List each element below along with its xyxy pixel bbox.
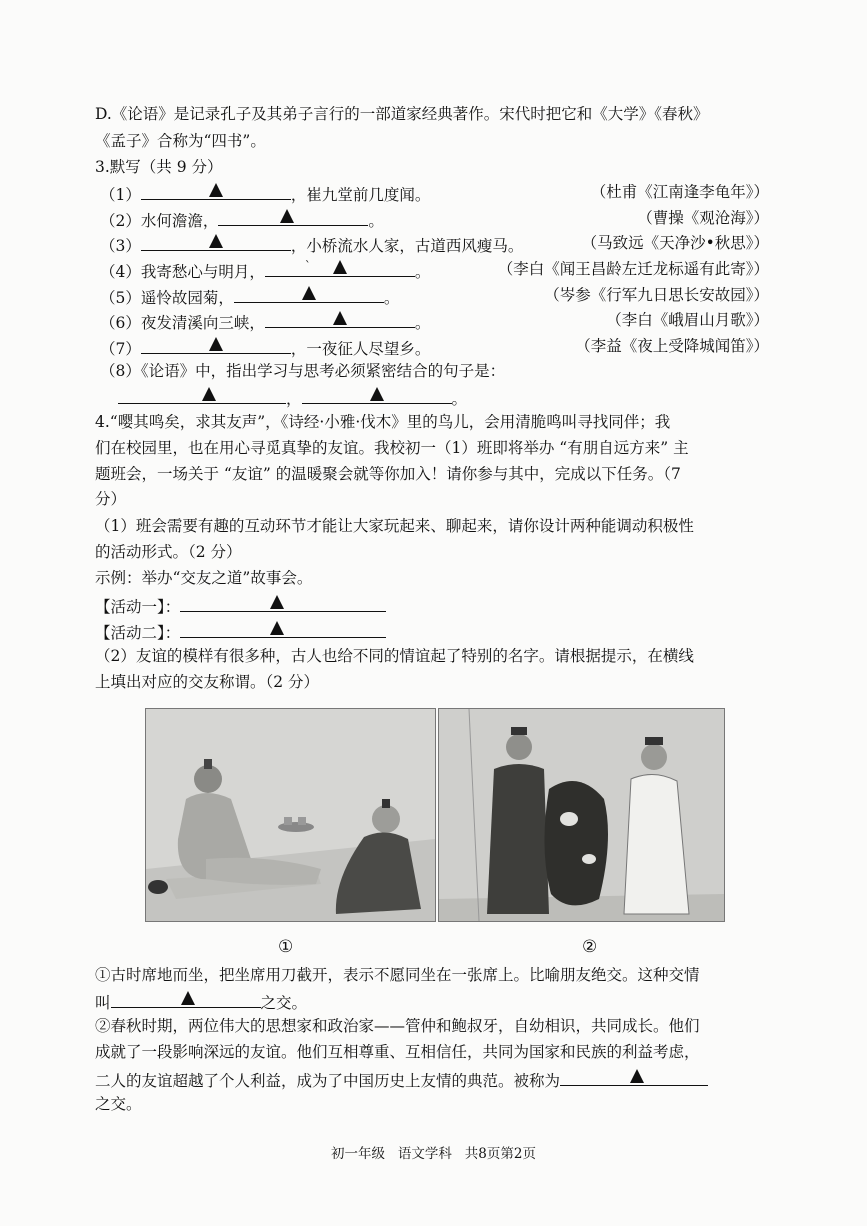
question-4-intro-line-2: 们在校园里，也在用心寻觅真挚的友谊。我校初一（1）班即将举办 “有朋自远方来” 主 <box>95 439 689 457</box>
item-after-text: 。 <box>368 212 384 230</box>
item-before-text: 夜发清溪向三峡， <box>140 314 265 332</box>
blank-end: 。 <box>451 390 468 408</box>
note-2-line-2: 成就了一段影响深远的友谊。他们互相尊重、互相信任，共同为国家和民族的利益考虑， <box>95 1043 700 1061</box>
answer-blank[interactable] <box>141 233 291 251</box>
q4-example: 示例：举办“交友之道”故事会。 <box>95 569 313 587</box>
illustration-1 <box>145 708 436 922</box>
item-after-text: 。 <box>414 314 431 332</box>
item-before-text: 遥怜故园菊， <box>140 289 234 307</box>
q3-item-7[interactable] <box>100 336 430 359</box>
note-1-prefix: 叫 <box>95 994 111 1012</box>
q4-sub1-line-1: （1）班会需要有趣的互动环节才能让大家玩起来、聊起来，请你设计两种能调动积极性 <box>95 517 694 535</box>
q4-sub1-line-2: 的活动形式。（2 分） <box>95 543 242 561</box>
question-3-title: 3.默写（共 9 分） <box>95 158 223 176</box>
q3-item-1 <box>100 182 430 205</box>
note-2-line-3-text: 二人的友谊超越了个人利益，成为了中国历史上友情的典范。被称为 <box>95 1072 561 1090</box>
triangle-marker-icon <box>630 1069 644 1083</box>
item-number: （4） <box>100 263 141 281</box>
item-before-text: 我寄愁心与明月， <box>140 263 265 281</box>
triangle-marker-icon <box>370 387 384 401</box>
item-after-text: ，一夜征人尽望乡。 <box>290 340 431 358</box>
question-4-intro-line-3: 题班会，一场关于 “友谊” 的温暖聚会就等你加入！请你参与其中，完成以下任务。（7 <box>95 465 681 483</box>
triangle-marker-icon <box>270 595 284 609</box>
item-number: （5） <box>100 289 141 307</box>
answer-blank[interactable] <box>265 259 415 277</box>
note-2-line-3[interactable] <box>95 1068 708 1091</box>
illustration-1-drawing <box>146 709 435 921</box>
question-4-intro-line-4: 分） <box>95 490 127 508</box>
activity-2-blank[interactable] <box>180 620 386 638</box>
q3-item-3-source: （马致远《天净沙•秋思》） <box>581 234 769 252</box>
triangle-marker-icon <box>202 387 216 401</box>
triangle-marker-icon <box>333 311 347 325</box>
triangle-marker-icon <box>302 286 316 300</box>
illustration-2-drawing <box>439 709 724 921</box>
note-1-blank[interactable] <box>111 990 261 1008</box>
item-number: （7） <box>100 340 141 358</box>
q3-item-5[interactable] <box>100 285 399 308</box>
answer-blank-1[interactable] <box>118 386 286 404</box>
item-after-text: ，小桥流水人家，古道西风瘦马。 <box>290 237 524 255</box>
illustration-2 <box>438 708 725 922</box>
q3-item-2-source: （曹操《观沧海》） <box>637 209 769 227</box>
triangle-marker-icon <box>181 991 195 1005</box>
stray-tick-mark: ˋ <box>304 259 311 273</box>
triangle-marker-icon <box>209 337 223 351</box>
option-d-line-1: D.《论语》是记录孔子及其弟子言行的一部道家经典著作。宋代时把它和《大学》《春秋》 <box>95 105 709 123</box>
triangle-marker-icon <box>333 260 347 274</box>
activity-1-blank[interactable] <box>180 594 386 612</box>
item-number: （1） <box>100 186 141 204</box>
item-number: （2） <box>100 212 141 230</box>
note-1-line-2[interactable] <box>95 990 307 1013</box>
answer-blank[interactable] <box>218 208 368 226</box>
activity-2-label: 【活动二】： <box>95 624 181 642</box>
answer-blank[interactable] <box>141 182 291 200</box>
item-number: （3） <box>100 237 141 255</box>
triangle-marker-icon <box>209 234 223 248</box>
q3-item-8-blanks[interactable] <box>118 386 467 409</box>
item-after-text: ，崔九堂前几度闻。 <box>290 186 431 204</box>
q3-item-8-text: （8）《论语》中，指出学习与思考必须紧密结合的句子是： <box>100 362 506 380</box>
note-1-suffix: 之交。 <box>260 994 308 1012</box>
triangle-marker-icon <box>270 621 284 635</box>
answer-blank[interactable] <box>265 310 415 328</box>
illustration-1-caption: ① <box>278 937 294 957</box>
q3-item-6-source: （李白《峨眉山月歌》） <box>606 311 769 329</box>
q3-item-3[interactable] <box>100 233 523 256</box>
answer-blank[interactable] <box>234 285 384 303</box>
activity-1-row[interactable] <box>95 594 386 617</box>
activity-2-row[interactable] <box>95 620 386 643</box>
q3-item-4[interactable] <box>100 259 430 282</box>
q3-item-2[interactable] <box>100 208 384 231</box>
triangle-marker-icon <box>209 183 223 197</box>
item-after-text: 。 <box>414 263 431 281</box>
q3-item-5-source: （岑参《行军九日思长安故园》） <box>544 286 769 304</box>
triangle-marker-icon <box>280 209 294 223</box>
q3-item-1-source: （杜甫《江南逢李龟年》） <box>590 183 769 201</box>
item-before-text: 水何澹澹， <box>140 212 219 230</box>
illustration-2-caption: ② <box>582 937 598 957</box>
note-1-line-1: ①古时席地而坐，把坐席用刀截开，表示不愿同坐在一张席上。比喻朋友绝交。这种交情 <box>95 966 700 984</box>
q4-sub2-line-2: 上填出对应的交友称谓。（2 分） <box>95 673 320 691</box>
answer-blank[interactable] <box>141 336 291 354</box>
question-4-intro-line-1: 4.“嘤其鸣矣，求其友声”，《诗经·小雅·伐木》里的鸟儿，会用清脆鸣叫寻找同伴；我 <box>95 413 671 431</box>
item-number: （6） <box>100 314 141 332</box>
q4-sub2-line-1: （2）友谊的模样有很多种，古人也给不同的情谊起了特别的名字。请根据提示，在横线 <box>95 647 694 665</box>
blank-separator: ， <box>286 390 302 408</box>
page-footer: 初一年级 语文学科 共8页第2页 <box>331 1146 536 1162</box>
q3-item-4-source: （李白《闻王昌龄左迁龙标遥有此寄》） <box>497 260 769 278</box>
q3-item-6[interactable] <box>100 310 430 333</box>
note-2-line-4: 之交。 <box>95 1095 142 1113</box>
option-d-line-2: 《孟子》合称为“四书”。 <box>95 132 266 150</box>
note-2-line-1: ②春秋时期，两位伟大的思想家和政治家——管仲和鲍叔牙，自幼相识，共同成长。他们 <box>95 1017 700 1035</box>
q3-item-7-source: （李益《夜上受降城闻笛》） <box>575 337 769 355</box>
item-after-text: 。 <box>383 289 400 307</box>
answer-blank-2[interactable] <box>302 386 452 404</box>
note-2-blank[interactable] <box>560 1068 708 1086</box>
activity-1-label: 【活动一】： <box>95 598 181 616</box>
